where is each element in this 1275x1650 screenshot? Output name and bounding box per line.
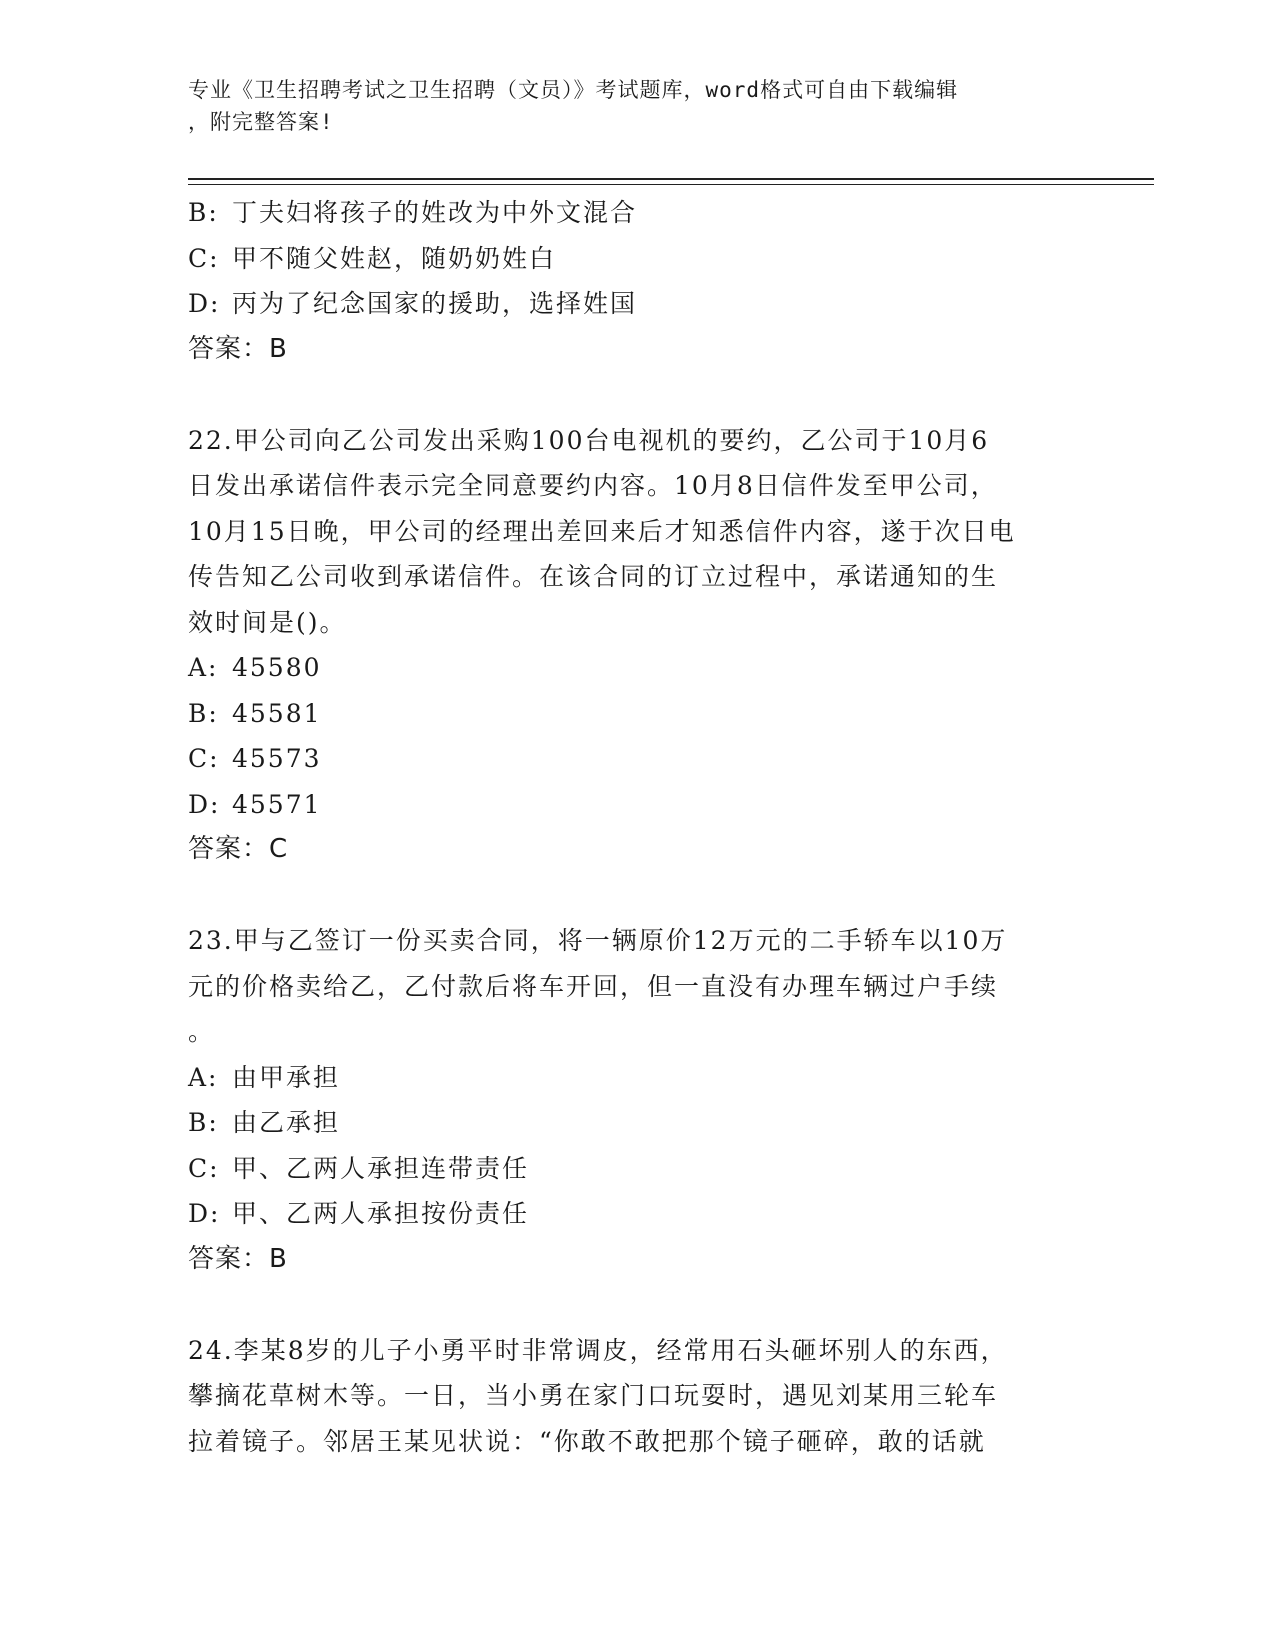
option-b — [188, 1100, 1068, 1146]
option-text: 由甲承担 — [232, 1062, 341, 1092]
option-b — [188, 190, 1068, 236]
question-stem-line: 22.甲公司向乙公司发出采购100台电视机的要约，乙公司于10月6 — [188, 425, 990, 455]
option-text: 45581 — [232, 698, 322, 728]
spacer — [188, 873, 1068, 919]
question-stem-line: 元的价格卖给乙，乙付款后将车开回，但一直没有办理车辆过户手续 — [188, 971, 999, 1001]
option-label: B: — [188, 698, 219, 728]
option-d — [188, 782, 1068, 828]
option-b — [188, 691, 1068, 737]
question-23 — [188, 918, 1068, 1282]
option-c — [188, 236, 1068, 282]
option-d — [188, 1191, 1068, 1237]
option-text: 45580 — [232, 653, 322, 682]
option-text: 丙为了纪念国家的援助，选择姓国 — [232, 289, 638, 318]
option-c — [188, 736, 1068, 782]
option-c — [188, 1146, 1068, 1192]
option-text: 由乙承担 — [232, 1108, 341, 1137]
spacer — [188, 1282, 1068, 1328]
header-line-1: 专业《卫生招聘考试之卫生招聘（文员）》考试题库，word格式可自由下载编辑 — [188, 78, 959, 102]
question-stem-line: 日发出承诺信件表示完全同意要约内容。10月8日信件发至甲公司， — [188, 471, 998, 500]
option-d — [188, 281, 1068, 327]
header-divider-thick — [188, 178, 1154, 180]
document-header — [188, 74, 1068, 138]
question-24 — [188, 1328, 1068, 1465]
option-text: 甲、乙两人承担按份责任 — [232, 1199, 530, 1228]
option-label: C: — [188, 744, 220, 773]
option-label: D: — [188, 789, 221, 819]
question-22 — [188, 418, 1068, 873]
option-label: D: — [188, 1199, 221, 1228]
spacer — [188, 372, 1068, 418]
option-a — [188, 1055, 1068, 1101]
option-label: D: — [188, 289, 221, 318]
header-line-2: ，附完整答案! — [188, 110, 334, 134]
question-stem-line: 效时间是()。 — [188, 607, 347, 637]
header-divider-thin — [188, 184, 1154, 185]
option-text: 45571 — [232, 789, 322, 819]
option-a — [188, 645, 1068, 691]
option-text: 45573 — [232, 744, 322, 773]
answer-line: 答案：B — [188, 333, 288, 364]
option-label: B: — [188, 1108, 219, 1137]
question-stem-line: 。 — [188, 1017, 216, 1046]
option-label: C: — [188, 1153, 220, 1183]
question-stem-line: 10月15日晚，甲公司的经理出差回来后才知悉信件内容，遂于次日电 — [188, 516, 1016, 546]
option-label: C: — [188, 243, 220, 273]
question-21-tail — [188, 190, 1068, 372]
question-stem-line: 23.甲与乙签订一份买卖合同，将一辆原价12万元的二手轿车以10万 — [188, 926, 1008, 955]
question-stem-line: 传告知乙公司收到承诺信件。在该合同的订立过程中，承诺通知的生 — [188, 562, 999, 591]
option-label: B: — [188, 198, 219, 227]
question-content — [188, 190, 1068, 1464]
option-text: 甲不随父姓赵，随奶奶姓白 — [232, 243, 557, 273]
option-text: 甲、乙两人承担连带责任 — [232, 1153, 530, 1183]
question-stem-line: 拉着镜子。邻居王某见状说：“你敢不敢把那个镜子砸碎，敢的话就 — [188, 1426, 986, 1456]
option-label: A: — [188, 1062, 219, 1092]
option-text: 丁夫妇将孩子的姓改为中外文混合 — [232, 198, 638, 227]
question-stem-line: 攀摘花草树木等。一日，当小勇在家门口玩耍时，遇见刘某用三轮车 — [188, 1381, 999, 1410]
answer-line: 答案：C — [188, 834, 289, 864]
option-label: A: — [188, 653, 219, 682]
answer-line: 答案：B — [188, 1243, 288, 1274]
question-stem-line: 24.李某8岁的儿子小勇平时非常调皮，经常用石头砸坏别人的东西， — [188, 1335, 1008, 1365]
